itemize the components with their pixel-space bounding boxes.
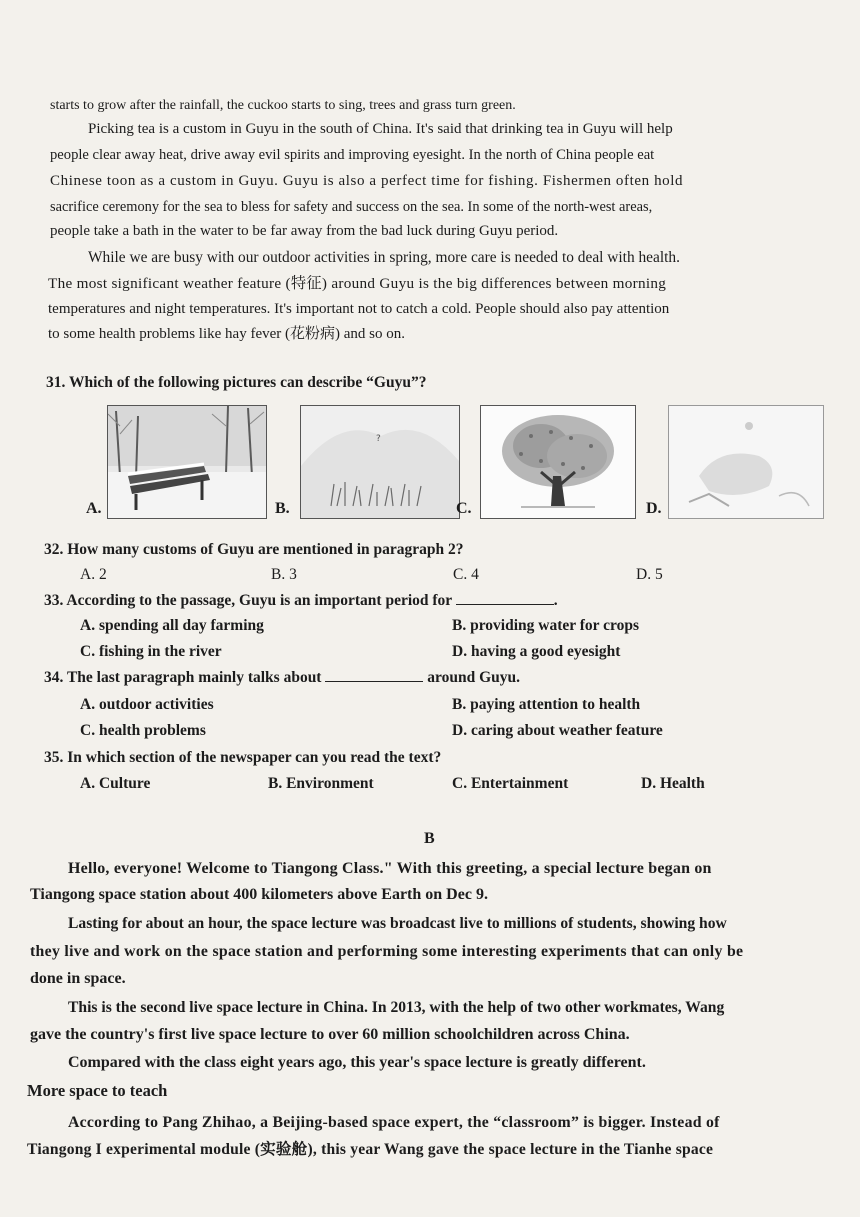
question-31-stem: 31. Which of the following pictures can describe “Guyu”? — [46, 374, 427, 391]
q33-stem-end: . — [553, 592, 558, 609]
passage-line: people take a bath in the water to be far away from the bad luck during Guyu period. — [50, 223, 559, 239]
q32-option-c[interactable]: C. 4 — [453, 566, 479, 583]
passage-line: Compared with the class eight years ago, this year's space lecture is greatly different. — [68, 1054, 646, 1071]
passage-line: The most significant weather feature (特征) around Guyu is the big differences between morning — [48, 275, 667, 292]
option-label-a: A. — [86, 500, 102, 517]
q34-stem-end: around Guyu. — [427, 669, 520, 686]
q32-option-a[interactable]: A. 2 — [80, 566, 107, 583]
passage-line: While we are busy with our outdoor activities in spring, more care is needed to deal with health. — [88, 249, 680, 266]
option-label-b: B. — [275, 500, 290, 517]
picture-c[interactable] — [480, 405, 636, 519]
picture-d[interactable] — [668, 405, 824, 519]
passage-line: gave the country's first live space lecture to over 60 million schoolchildren across China. — [30, 1026, 630, 1043]
svg-text:?: ? — [376, 434, 381, 444]
q32-option-d[interactable]: D. 5 — [636, 566, 663, 583]
snowy-park-bench-illustration — [108, 406, 266, 518]
q35-option-c[interactable]: C. Entertainment — [452, 775, 569, 792]
q35-option-b[interactable]: B. Environment — [268, 775, 374, 792]
passage-line: Tiangong I experimental module (实验舱), this year Wang gave the space lecture in the Tianhe space — [27, 1141, 714, 1158]
blossoming-tree-illustration — [481, 406, 635, 518]
q33-option-a[interactable]: A. spending all day farming — [80, 617, 264, 634]
option-label-c: C. — [456, 500, 472, 517]
passage-line: to some health problems like hay fever (花粉病) and so on. — [48, 326, 405, 342]
subheading: More space to teach — [27, 1081, 168, 1100]
section-b-heading: B — [424, 830, 435, 847]
q34-option-c[interactable]: C. health problems — [80, 722, 206, 739]
q33-option-c[interactable]: C. fishing in the river — [80, 643, 222, 660]
passage-line: starts to grow after the rainfall, the cuckoo starts to sing, trees and grass turn green. — [50, 98, 516, 113]
question-32-stem: 32. How many customs of Guyu are mentioned in paragraph 2? — [44, 541, 464, 558]
option-label-d: D. — [646, 500, 662, 517]
question-33-stem — [44, 589, 558, 613]
q35-option-d[interactable]: D. Health — [641, 775, 705, 792]
passage-line: sacrifice ceremony for the sea to bless for safety and success on the sea. In some of the north-west areas, — [50, 199, 653, 215]
passage-line: This is the second live space lecture in China. In 2013, with the help of two other workmates, Wang — [68, 999, 725, 1016]
picture-a[interactable] — [107, 405, 267, 519]
q33-stem-text: 33. According to the passage, Guyu is an important period for — [44, 592, 452, 609]
passage-line: people clear away heat, drive away evil spirits and improving eyesight. In the north of China people eat — [50, 147, 655, 163]
question-34-stem — [44, 666, 520, 690]
passage-line: According to Pang Zhihao, a Beijing-based space expert, the “classroom” is bigger. Instead of — [68, 1114, 720, 1131]
passage-line: Picking tea is a custom in Guyu in the south of China. It's said that drinking tea in Guyu will help — [88, 121, 673, 137]
answer-blank — [325, 667, 423, 682]
passage-line: they live and work on the space station and performing some interesting experiments that can only be — [30, 943, 744, 960]
snow-covered-grass-illustration — [301, 406, 459, 518]
picture-b[interactable] — [300, 405, 460, 519]
q34-stem-text: 34. The last paragraph mainly talks about — [44, 669, 322, 686]
answer-blank — [456, 590, 554, 605]
q34-option-a[interactable]: A. outdoor activities — [80, 696, 214, 713]
faded-sketch-illustration — [669, 406, 823, 518]
question-35-stem: 35. In which section of the newspaper can you read the text? — [44, 749, 442, 766]
passage-line: done in space. — [30, 970, 126, 987]
q33-option-d[interactable]: D. having a good eyesight — [452, 643, 621, 660]
q34-option-b[interactable]: B. paying attention to health — [452, 696, 641, 713]
passage-line: Lasting for about an hour, the space lecture was broadcast live to millions of students, showing how — [68, 915, 727, 932]
passage-line: Chinese toon as a custom in Guyu. Guyu is also a perfect time for fishing. Fishermen often hold — [50, 173, 684, 189]
passage-line: temperatures and night temperatures. It's important not to catch a cold. People should also pay attention — [48, 301, 670, 317]
q32-option-b[interactable]: B. 3 — [271, 566, 297, 583]
passage-line: Hello, everyone! Welcome to Tiangong Class." With this greeting, a special lecture began on — [68, 860, 712, 877]
passage-line: Tiangong space station about 400 kilometers above Earth on Dec 9. — [30, 886, 488, 903]
q35-option-a[interactable]: A. Culture — [80, 775, 151, 792]
q34-option-d[interactable]: D. caring about weather feature — [452, 722, 663, 739]
q33-option-b[interactable]: B. providing water for crops — [452, 617, 640, 634]
